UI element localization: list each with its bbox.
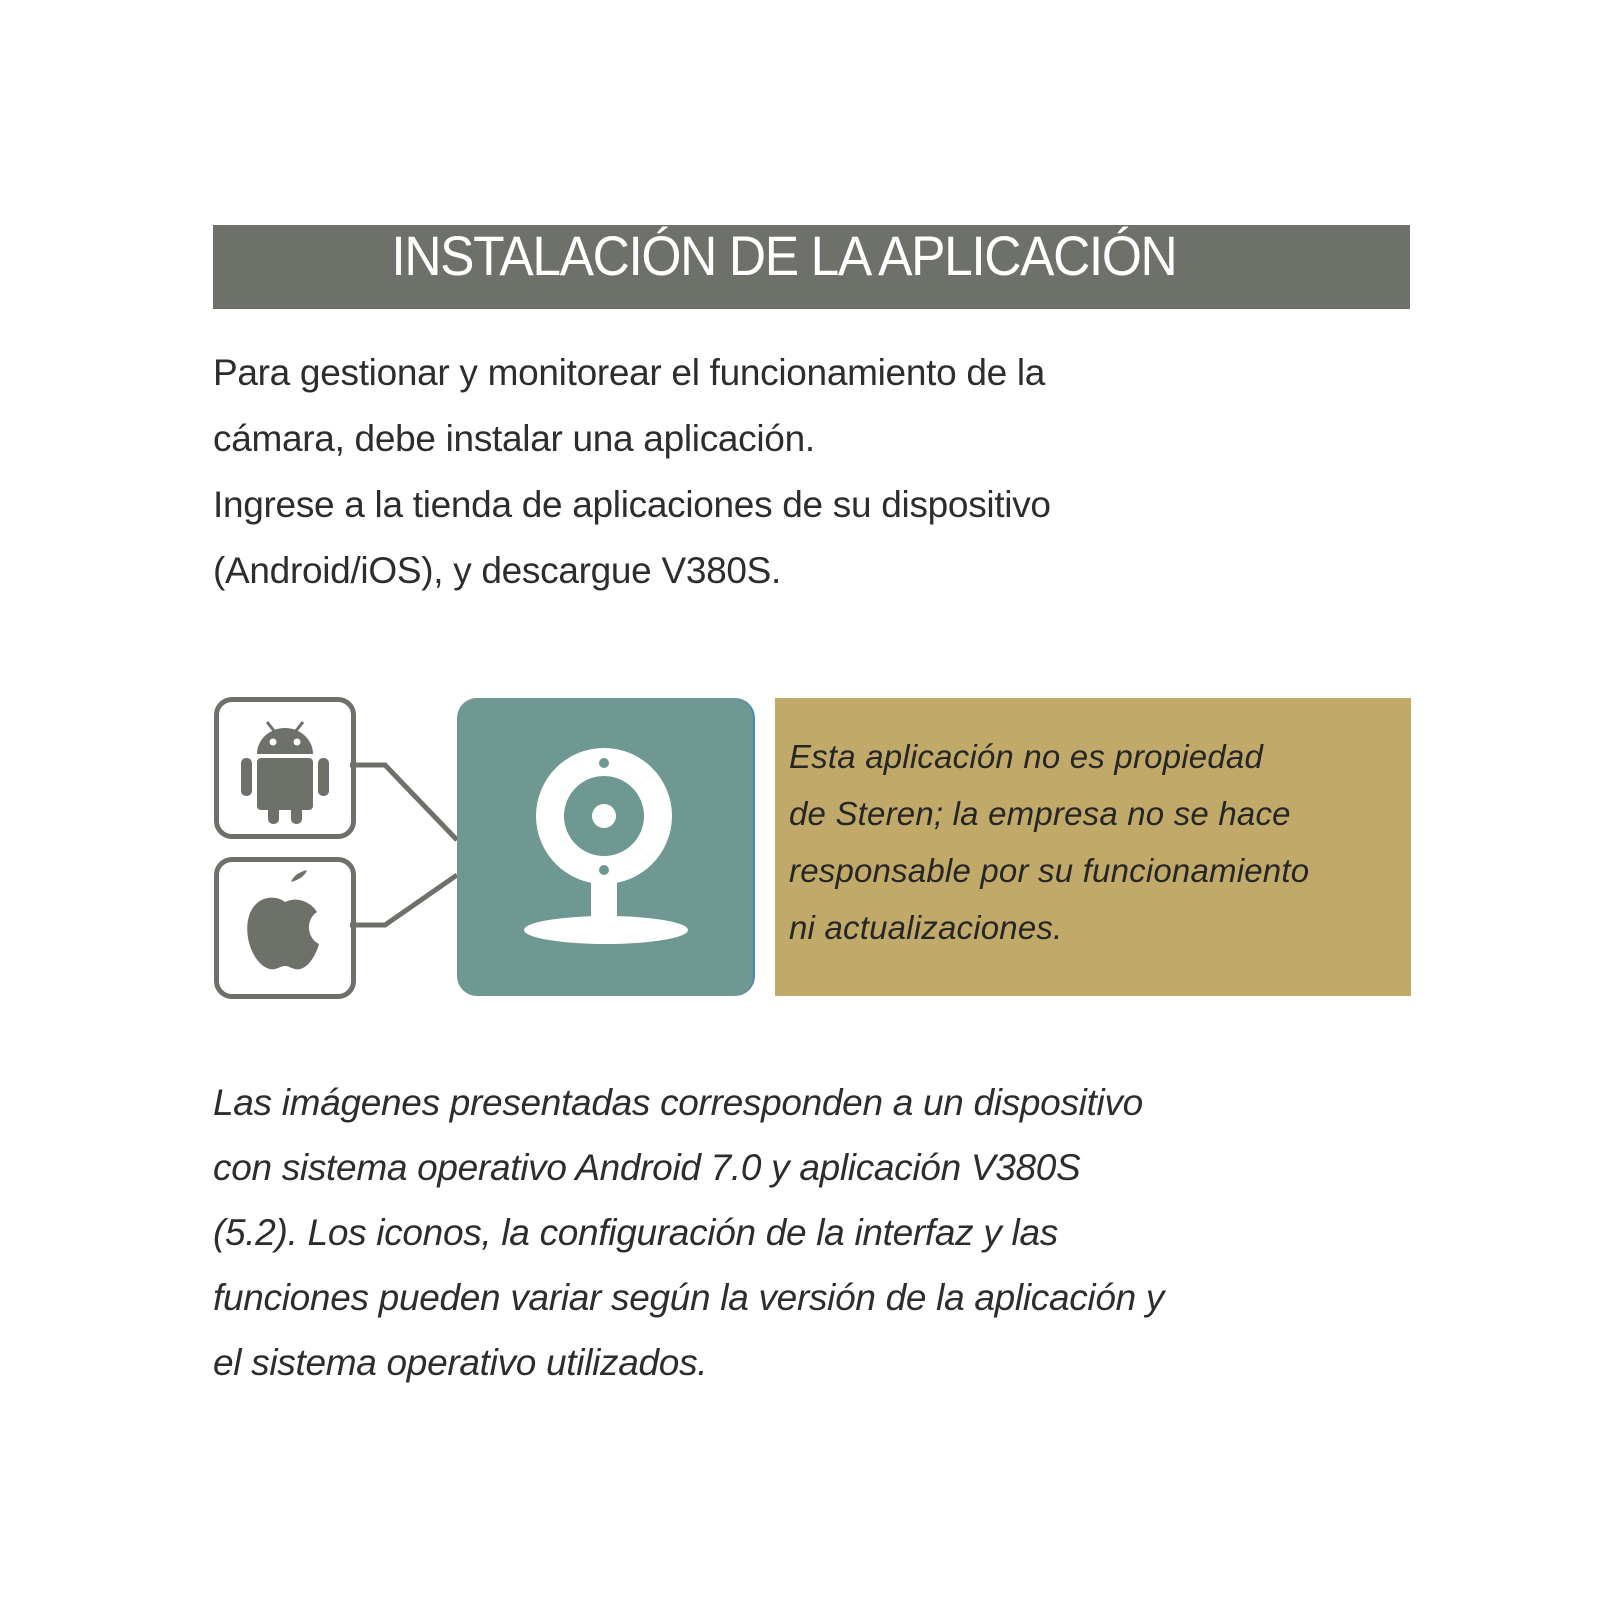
disclaimer-line: Las imágenes presentadas corresponden a un dispositivo: [213, 1082, 1143, 1123]
notice-line: de Steren; la empresa no se hace: [789, 795, 1291, 832]
disclaimer-line: con sistema operativo Android 7.0 y aplicación V380S: [213, 1147, 1081, 1188]
section-header: [213, 225, 1410, 309]
camera-icon: [457, 698, 755, 996]
intro-line: Para gestionar y monitorear el funcionamiento de la: [213, 352, 1046, 393]
ownership-notice: [775, 698, 1411, 996]
disclaimer-paragraph: [213, 1070, 1313, 1395]
intro-line: (Android/iOS), y descargue V380S.: [213, 550, 782, 591]
app-icon-tile: [457, 698, 755, 996]
intro-line: Ingrese a la tienda de aplicaciones de su dispositivo: [213, 484, 1051, 525]
apple-icon: [219, 862, 351, 994]
page-title: INSTALACIÓN DE LA APLICACIÓN: [391, 224, 1177, 287]
disclaimer-line: funciones pueden variar según la versión de la aplicación y: [213, 1277, 1165, 1318]
disclaimer-line: el sistema operativo utilizados.: [213, 1342, 708, 1383]
android-icon: [219, 702, 351, 834]
intro-line: cámara, debe instalar una aplicación.: [213, 418, 815, 459]
ios-platform-box: [214, 857, 356, 999]
disclaimer-line: (5.2). Los iconos, la configuración de la interfaz y las: [213, 1212, 1058, 1253]
connector-lines: [350, 740, 460, 940]
notice-line: ni actualizaciones.: [789, 909, 1063, 946]
notice-line: Esta aplicación no es propiedad: [789, 738, 1264, 775]
android-platform-box: [214, 697, 356, 839]
intro-paragraph: [213, 340, 1213, 604]
notice-line: responsable por su funcionamiento: [789, 852, 1310, 889]
